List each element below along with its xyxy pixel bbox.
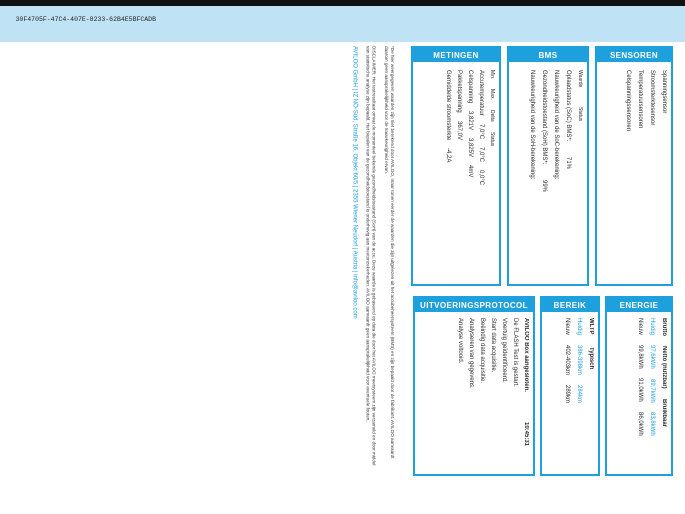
bms-card [507, 46, 589, 286]
bms-col-waarde: Waarde [577, 70, 583, 88]
metingen-col-status: Status [489, 131, 495, 147]
uitvoering-step: Voertuig geïdentificeerd. [501, 318, 507, 383]
uitvoering-step: Start data acquisitie. [490, 318, 496, 373]
sensor-item: Stroomsterktesensor [649, 70, 655, 126]
metingen-row-label: Celspanning [467, 70, 473, 104]
document-id: 30F4705F-47C4-407E-8233-62B4E5BFCADB [16, 16, 157, 23]
bereik-card [540, 296, 600, 476]
metingen-row-min: 367,0V [456, 120, 462, 140]
document-page [0, 6, 685, 514]
metingen-row-max: 3,825V [467, 138, 473, 158]
bms-row-value: 71% [565, 157, 571, 170]
uitvoering-step: De FLASH Test is gestart. [512, 318, 518, 387]
bereik-huidig-typisch: 284km [576, 385, 582, 404]
metingen-row-label: Gemiddelde stroomsterkte [445, 70, 451, 141]
energie-body [607, 312, 671, 474]
energie-col-bruikbaar: Bruikbaar [661, 398, 667, 427]
metingen-row-label: Pakketspanning [456, 70, 462, 113]
uitvoering-step: Beëindig data acquisitie. [479, 318, 485, 384]
uitvoering-step: Analyseren van gegevens. [468, 318, 474, 389]
bereik-nieuw-label: Nieuw [564, 318, 570, 335]
energie-nieuw-label: Nieuw [637, 318, 643, 335]
bms-row-label: Nauwkeurigheid van de SoH-berekening: [529, 70, 535, 180]
sensor-item: Celspanningssensoren [625, 70, 631, 132]
energie-nieuw-netto: 91,0kWh [637, 378, 643, 403]
bms-title: BMS [509, 48, 587, 62]
bms-row-label: Nauwkeurigheid van de SoC-berekening: [553, 70, 559, 180]
company-line: AVILOO GmbH | IZ NÖ-Süd, Straße 16, Objekt 60/5 | 2355 Wiener Neudorf | Austria | info@aviloo.com [351, 46, 358, 319]
metingen-row-min: 7,0°C [478, 123, 484, 139]
disclaimer-text: DISCLAIMER: Het testresultaat omvat de momenteel bekende gezondheidstoestand (SoH) van de accu. Deze waarde is gebaseerd op data die door het AVILOO meetsysteem zijn verzameld en door middel van statistische analyse zijn bepaald. Het bepalen van de gezondheidstoestand is onderhevig aan meetonzekerheden. AVILOO aanvaardt geen aansprakelijkheid voor eventuele fouten. [365, 46, 377, 466]
bereik-col-wltp: WLTP [588, 318, 594, 335]
energie-nieuw-bruikbaar: 86,0kWh [637, 412, 643, 436]
bereik-col-typisch: Typisch [588, 346, 594, 369]
metingen-col-min: Min. [489, 70, 495, 80]
uitvoering-step: Analyse voltooid. [457, 318, 463, 364]
energie-col-brutto: Brutto [661, 318, 667, 336]
header-band [0, 6, 685, 42]
metingen-row-max: 7,0°C [478, 146, 484, 162]
bereik-huidig-label: Huidig [576, 318, 582, 336]
metingen-row-min: -4,2A [445, 148, 451, 163]
rotated-sheet [0, 6, 685, 514]
energie-huidig-brutto: 97,6kWh [649, 345, 655, 369]
sensor-item: Spanningsensor [661, 70, 667, 114]
energie-card [605, 296, 673, 476]
metingen-card [411, 46, 501, 286]
bereik-huidig-wltp: 386-398km [576, 345, 582, 376]
bms-body [509, 62, 587, 284]
sensoren-body [597, 62, 671, 284]
sensoren-title: SENSOREN [597, 48, 671, 62]
energie-huidig-bruikbaar: 83,8kWh [649, 412, 655, 437]
uitvoering-title: UITVOERINGSPROTOCOL [415, 298, 533, 312]
metingen-row-delta: 0,0°C [478, 169, 484, 185]
energie-huidig-label: Huidig [649, 318, 655, 336]
footnote-text: *De hier weergegeven waarden zijn niet berekend door AVILOO, maar tonen eerder de waarden die zijn uitgelezen uit het accubeheersysteem (BMS) en zijn bepaald door de fabrikant. AVILOO aanvaardt daarom geen aansprakelijkheid voor de nauwkeurigheid ervan. [383, 46, 395, 459]
sensor-item: Temperatuursensoren [637, 70, 643, 129]
footnote-block [15, 46, 395, 476]
energie-col-netto: Netto (nutzbar) [661, 346, 667, 389]
energie-huidig-netto: 89,7kWh [649, 378, 655, 403]
bereik-nieuw-typisch: 289km [564, 384, 570, 403]
sensoren-card [595, 46, 673, 286]
bms-row-value: 99% [541, 180, 547, 193]
uitvoering-heading: AVILOO Box aangesloten. [523, 318, 529, 392]
metingen-row-min: 3,821V [467, 111, 473, 131]
metingen-col-delta: Delta [489, 110, 495, 122]
metingen-title: METINGEN [413, 48, 499, 62]
metingen-row-label: Accutemperatuur [478, 70, 484, 116]
bms-row-label: Oplaadstatus (SoC) BMS*: [565, 70, 571, 142]
metingen-row-delta: 4mV [467, 165, 473, 178]
bms-row-label: Gezondheidstoestand (SoH) BMS*: [541, 70, 547, 165]
bereik-title: BEREIK [542, 298, 598, 312]
energie-title: ENERGIE [607, 298, 671, 312]
bereik-body [542, 312, 598, 474]
bms-col-status: Status [577, 107, 583, 122]
metingen-col-max: Max. [489, 89, 495, 101]
uitvoering-body [415, 312, 533, 474]
uitvoering-card [413, 296, 535, 476]
energie-nieuw-brutto: 99,8kWh [637, 344, 643, 369]
metingen-body [413, 62, 499, 284]
bereik-nieuw-wltp: 402-403km [564, 344, 570, 375]
uitvoering-time: 10:45:31 [523, 421, 529, 446]
